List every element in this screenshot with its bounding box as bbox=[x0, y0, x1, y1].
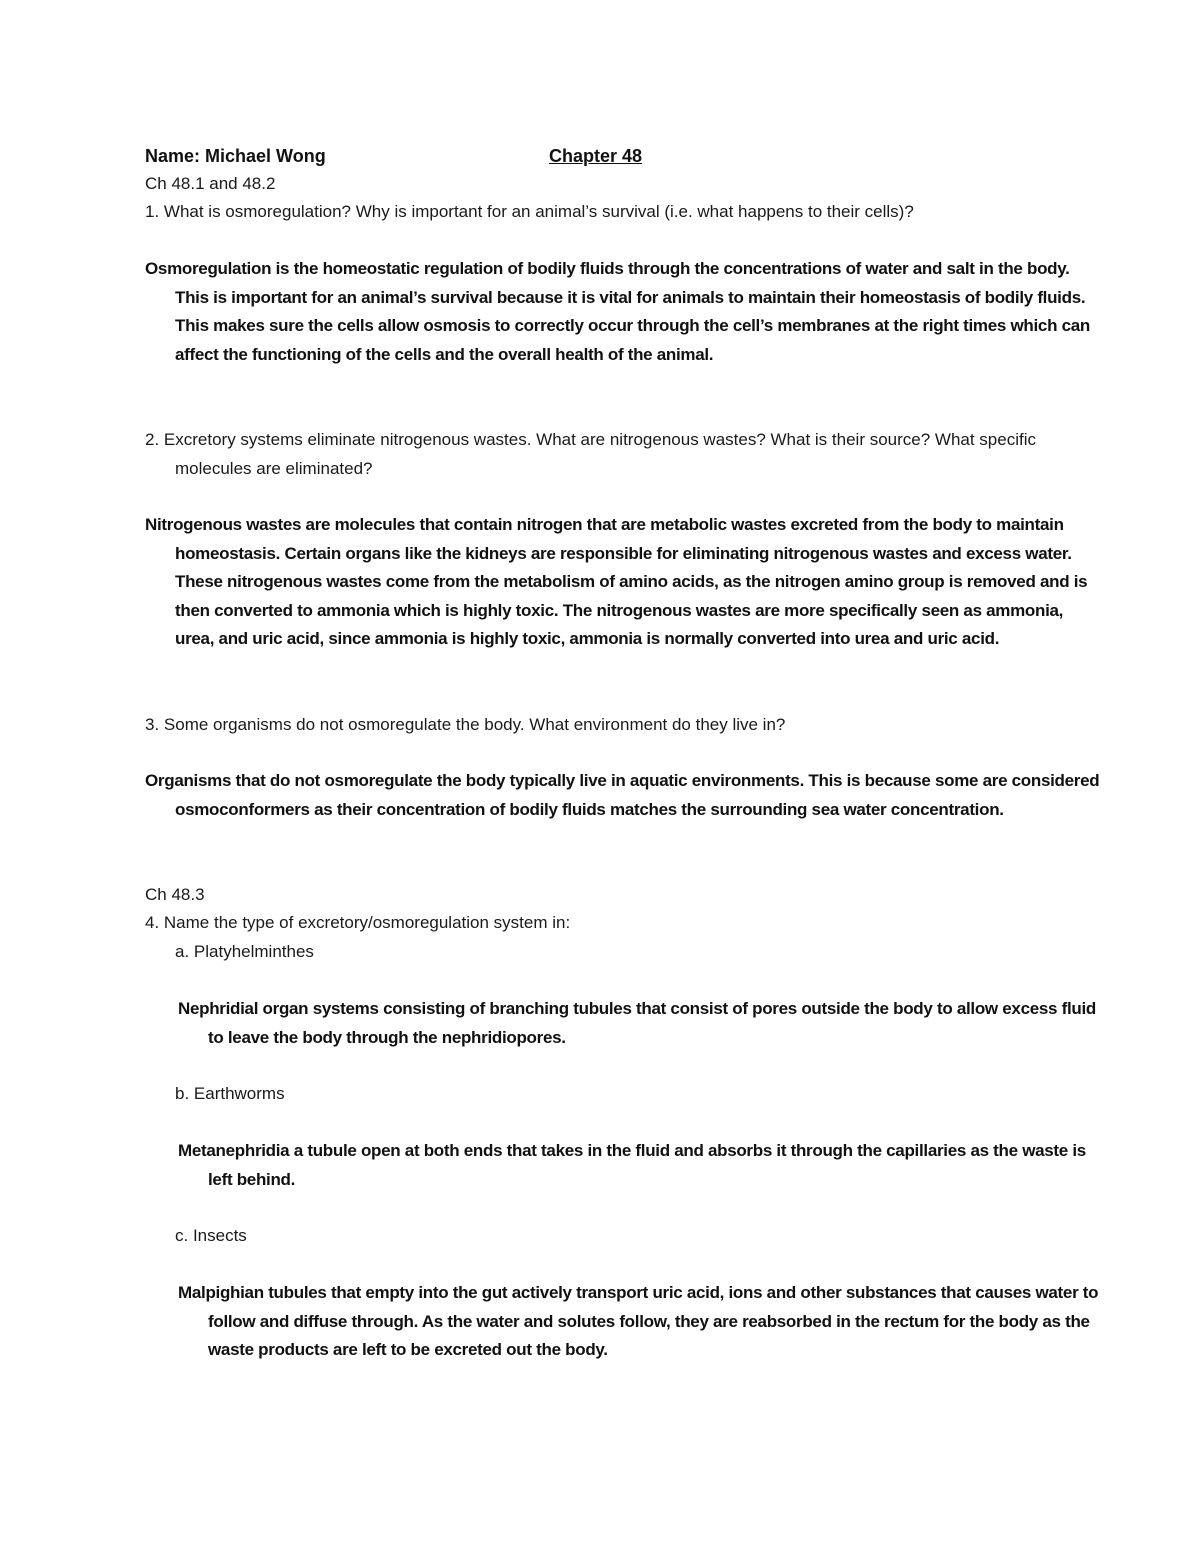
question-2: 2. Excretory systems eliminate nitrogenous wastes. What are nitrogenous wastes? What is their source? What specific molecules are eliminated? bbox=[145, 430, 1036, 478]
answer-4c: Malpighian tubules that empty into the gut actively transport uric acid, ions and other substances that causes water to follow and diffuse through. As the water and solutes follow, they are reabsorbed in the rectum for the body as the waste products are left to be excreted out the body. bbox=[178, 1283, 1099, 1359]
answer-2: Nitrogenous wastes are molecules that contain nitrogen that are metabolic wastes excreted from the body to maintain homeostasis. Certain organs like the kidneys are responsible for eliminating nitrogenous wastes and excess water. These nitrogenous wastes come from the metabolism of amino acids, as the nitrogen amino group is removed and is then converted to ammonia which is highly toxic. The nitrogenous wastes are more specifically seen as ammonia, urea, and uric acid, since ammonia is highly toxic, ammonia is normally converted into urea and uric acid. bbox=[145, 515, 1088, 648]
question-4c-label: c. Insects bbox=[175, 1226, 247, 1245]
question-1: 1. What is osmoregulation? Why is important for an animal’s survival (i.e. what happens to their cells)? bbox=[145, 202, 914, 221]
student-name: Name: Michael Wong bbox=[145, 146, 326, 166]
question-4a-label: a. Platyhelminthes bbox=[175, 942, 314, 961]
question-4: 4. Name the type of excretory/osmoregulation system in: bbox=[145, 913, 571, 932]
answer-4a: Nephridial organ systems consisting of branching tubules that consist of pores outside the body to allow excess fluid to leave the body through the nephridiopores. bbox=[178, 999, 1096, 1047]
chapter-title: Chapter 48 bbox=[549, 146, 643, 166]
section-heading-2: Ch 48.3 bbox=[145, 885, 205, 904]
question-3: 3. Some organisms do not osmoregulate the body. What environment do they live in? bbox=[145, 715, 786, 734]
answer-1: Osmoregulation is the homeostatic regulation of bodily fluids through the concentrations of water and salt in the body. This is important for an animal’s survival because it is vital for animals to maintain their homeostasis of bodily fluids. This makes sure the cells allow osmosis to correctly occur through the cell’s membranes at the right times which can affect the functioning of the cells and the overall health of the animal. bbox=[145, 259, 1090, 364]
section-heading-1: Ch 48.1 and 48.2 bbox=[145, 174, 276, 193]
answer-3: Organisms that do not osmoregulate the body typically live in aquatic environments. This is because some are considered osmoconformers as their concentration of bodily fluids matches the surrounding sea water concentration. bbox=[145, 771, 1100, 819]
answer-4b: Metanephridia a tubule open at both ends that takes in the fluid and absorbs it through the capillaries as the waste is left behind. bbox=[178, 1141, 1086, 1189]
question-4b-label: b. Earthworms bbox=[175, 1084, 285, 1103]
